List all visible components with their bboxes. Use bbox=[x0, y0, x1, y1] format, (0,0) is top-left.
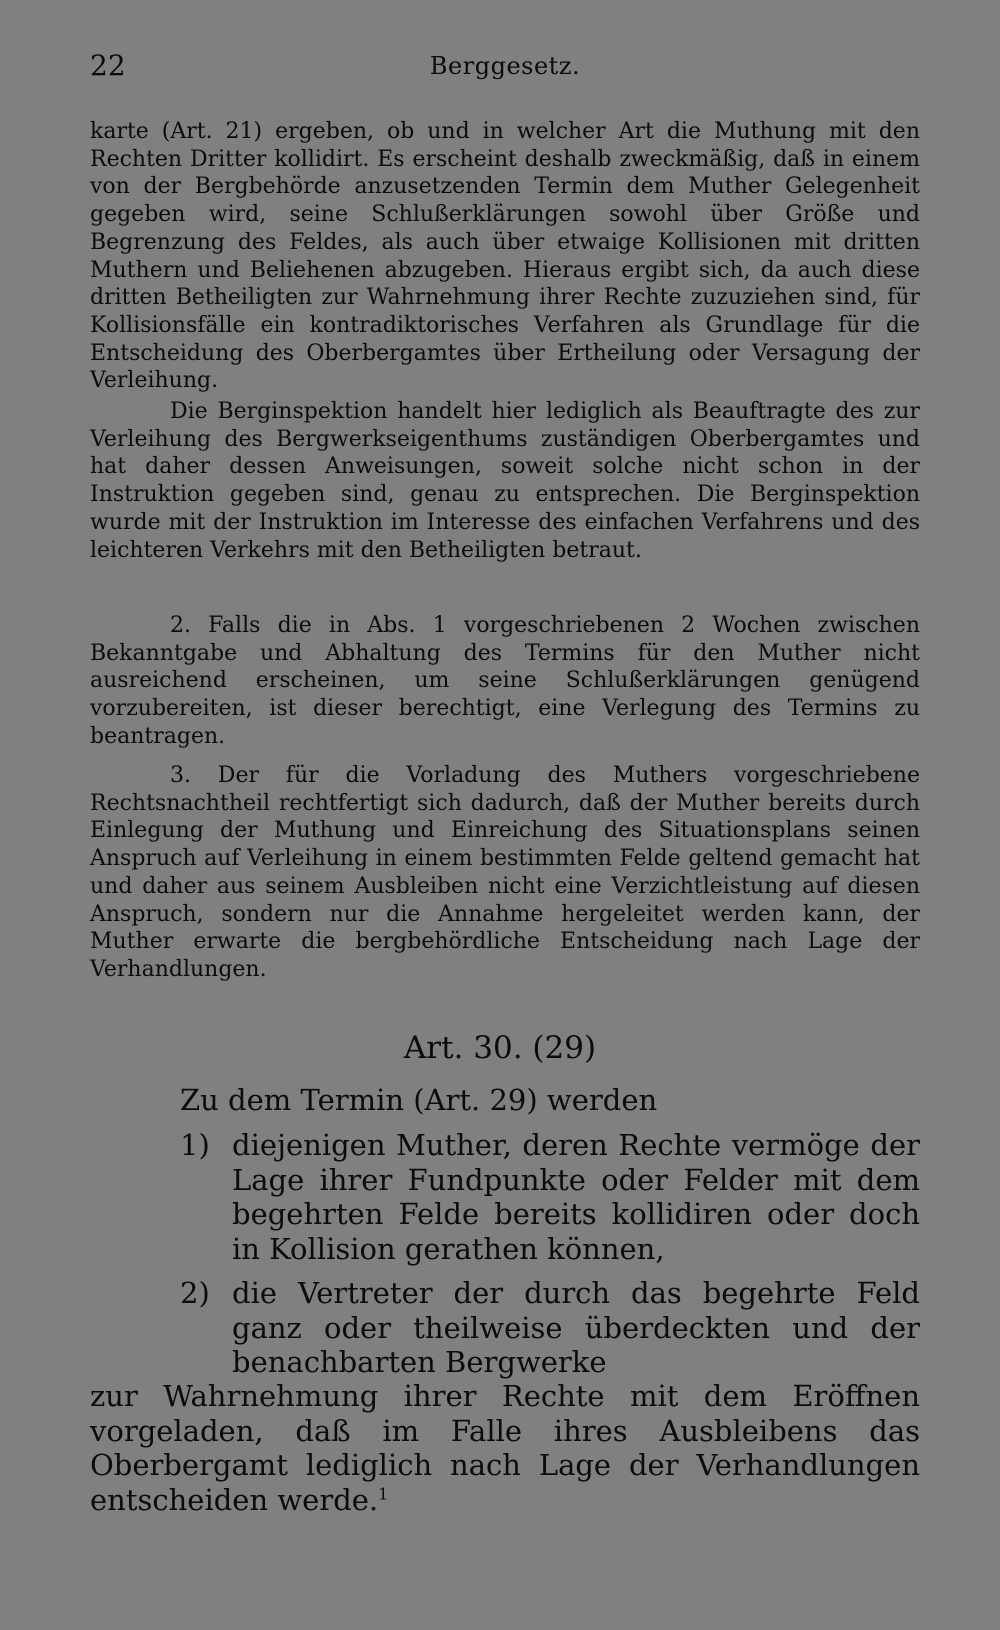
page-header bbox=[90, 48, 920, 88]
statute-list-item bbox=[180, 1276, 920, 1380]
commentary-paragraph bbox=[90, 118, 920, 395]
commentary-text: 3. Der für die Vorladung des Muthers vorgeschriebene Rechtsnachtheil rechtfertigt sich dadurch, daß der Muther bereits durch Einlegung der Muthung und Einreichung des Situationsplans seinen Anspruch auf Verleihung in einem bestimmten Felde geltend gemacht hat und daher aus seinem Ausbleiben nicht eine Verzichtleistung auf diesen Anspruch, sondern nur die Annahme hergeleitet werden kann, der Muther erwarte die bergbehördliche Entscheidung nach Lage der Verhandlungen. bbox=[90, 763, 920, 982]
commentary-paragraph bbox=[90, 398, 920, 564]
item-number: 2) bbox=[180, 1276, 210, 1310]
commentary-text: 2. Falls die in Abs. 1 vorgeschriebenen 2 Wochen zwischen Bekanntgabe und Abhaltung des Termins für den Muther nicht ausreichend erscheinen, um seine Schlußerklärungen genügend vorzubereiten, ist dieser berechtigt, eine Verlegung des Termins zu beantragen. bbox=[90, 613, 920, 749]
commentary-text: Die Berginspektion handelt hier lediglich als Beauftragte des zur Verleihung des Bergwerkseigenthums zuständigen Oberbergamtes und hat daher dessen Anweisungen, soweit solche nicht schon in der Instruktion gegeben sind, genau zu entsprechen. Die Berginspektion wurde mit der Instruktion im Interesse des einfachen Verfahrens und des leichteren Verkehrs mit den Betheiligten betraut. bbox=[90, 399, 920, 563]
commentary-paragraph bbox=[90, 612, 920, 751]
running-head: Berggesetz. bbox=[429, 52, 581, 80]
commentary-text: karte (Art. 21) ergeben, ob und in welcher Art die Muthung mit den Rechten Dritter kollidirt. Es erscheint deshalb zweckmäßig, daß in einem von der Bergbehörde anzusetzenden Termin dem Muther Gelegenheit gegeben wird, seine Schlußerklärungen sowohl über Größe und Begrenzung des Feldes, als auch über etwaige Kollisionen mit dritten Muthern und Beliehenen abzugeben. Hieraus ergibt sich, da auch diese dritten Betheiligten zur Wahrnehmung ihrer Rechte zuzuziehen sind, für Kollisionsfälle ein kontradiktorisches Verfahren als Grundlage für die Entscheidung des Oberbergamtes über Ertheilung oder Versagung der Verleihung. bbox=[90, 119, 920, 394]
footnote-marker: 1 bbox=[378, 1483, 389, 1503]
item-text: diejenigen Muther, deren Rechte vermöge der Lage ihrer Fundpunkte oder Felder mit dem begehrten Felde bereits kollidiren oder doch in Kollision gerathen können, bbox=[232, 1128, 920, 1266]
item-number: 1) bbox=[180, 1128, 210, 1162]
article-heading: Art. 30. (29) bbox=[403, 1030, 597, 1066]
commentary-paragraph bbox=[90, 762, 920, 984]
item-text: die Vertreter der durch das begehrte Feld ganz oder theilweise überdeckten und der benachbarten Bergwerke bbox=[232, 1276, 920, 1379]
statute-closing-text: zur Wahrnehmung ihrer Rechte mit dem Eröffnen vorgeladen, daß im Falle ihres Ausbleibens das Oberbergamt lediglich nach Lage der Verhandlungen entscheiden werde. bbox=[90, 1379, 920, 1517]
statute-list-item bbox=[180, 1128, 920, 1268]
page-number: 22 bbox=[90, 49, 126, 82]
statute-closing bbox=[90, 1379, 920, 1517]
statute-intro: Zu dem Termin (Art. 29) werden bbox=[180, 1083, 658, 1117]
